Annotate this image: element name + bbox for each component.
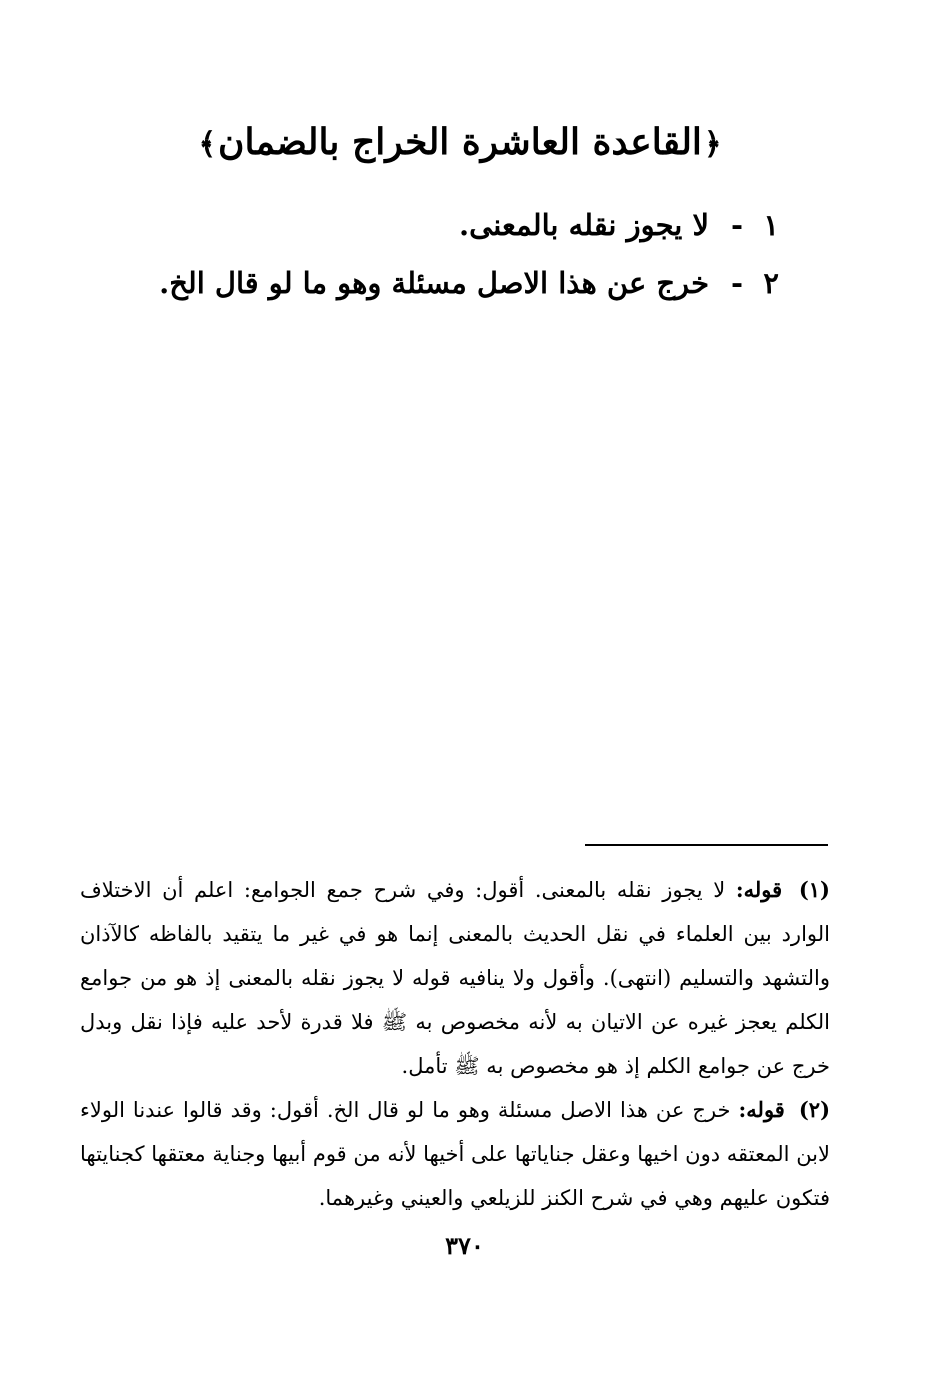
main-item-text: خرج عن هذا الاصل مسئلة وهو ما لو قال الخ.	[159, 266, 709, 300]
heading-text: القاعدة العاشرة الخراج بالضمان	[218, 121, 702, 163]
footnotes	[80, 868, 830, 1220]
main-item-number: ٢	[763, 266, 779, 300]
footnote-marker: (٢)	[798, 1097, 830, 1122]
footnote-text: لا يجوز نقله بالمعنى. أقول: وفي شرح جمع الجوامع: اعلم أن الاختلاف الوارد بين العلماء في نقل الحديث بالمعنى إنما هو في غير ما يتقيد بالفاظه كالآذان والتشهد والتسليم (انتهى). وأقول ولا ينافيه قوله لا يجوز نقله بالمعنى إذ هو من جوامع الكلم يعجز غيره عن الاتيان به لأنه مخصوص به ﷺ فلا قدرة لأحد عليه فإذا نقل وبدل خرج عن جوامع الكلم إذ هو مخصوص به ﷺ تأمل.	[80, 878, 830, 1078]
main-text-list	[159, 196, 779, 312]
footnote-lead: قوله:	[738, 1097, 785, 1122]
footnote-separator	[585, 844, 828, 846]
main-item-dash: -	[730, 208, 743, 242]
heading-ornament-open: ﴿	[703, 127, 722, 162]
main-item-number: ١	[763, 208, 779, 242]
footnote-1	[80, 868, 830, 1088]
main-item-1	[159, 196, 779, 254]
page-heading	[150, 112, 770, 175]
footnote-text: خرج عن هذا الاصل مسئلة وهو ما لو قال الخ. أقول: وقد قالوا عندنا الولاء لابن المعتقه دون اخيها وعقل جناياتها على أخيها لأنه من قوم أبيها وجناية معتقها كجنايتها فتكون عليهم وهي في شرح الكنز للزيلعي والعيني وغيرهما.	[80, 1098, 830, 1210]
main-item-dash: -	[730, 266, 743, 300]
main-item-2	[159, 254, 779, 312]
heading-ornament-close: ﴾	[198, 127, 217, 162]
main-item-text: لا يجوز نقله بالمعنى.	[458, 208, 709, 242]
footnote-2	[80, 1088, 830, 1220]
footnote-marker: (١)	[798, 877, 830, 902]
footnote-lead: قوله:	[735, 877, 783, 902]
page-number: ٣٧٠	[445, 1231, 484, 1260]
